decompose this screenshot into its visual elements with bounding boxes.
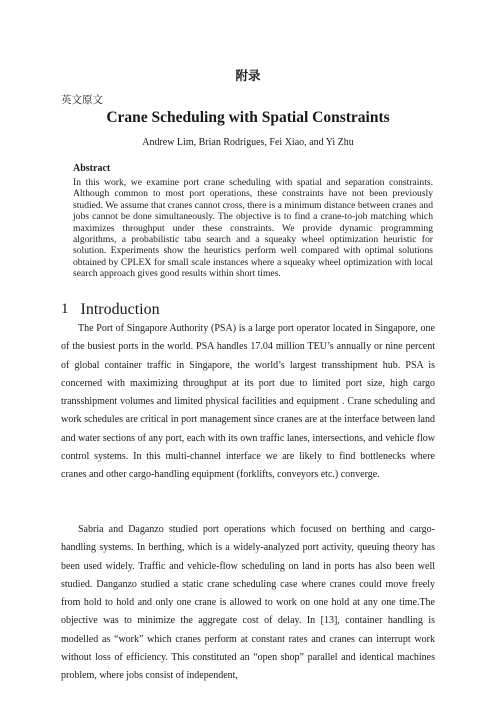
paper-authors: Andrew Lim, Brian Rodrigues, Fei Xiao, and Yi Zhu — [142, 137, 354, 148]
appendix-heading: 附录 — [235, 68, 261, 83]
section-heading — [61, 301, 160, 319]
section-title: Introduction — [80, 301, 160, 318]
paper-title: Crane Scheduling with Spatial Constraints — [106, 109, 390, 126]
abstract-heading: Abstract — [73, 163, 111, 174]
original-text-label: 英文原文 — [61, 94, 103, 106]
abstract-text: In this work, we examine port crane scheduling with spatial and separation constraints. Although common to most port operations, these constraints have not been previously studied. We assume that cranes cannot cross, there is a minimum distance between cranes and jobs cannot be done simultaneously. The objective is to find a crane-to-job matching which maximizes throughput under these constraints. We provide dynamic programming algorithms, a probabilistic tabu search and a squeaky wheel optimization heuristic for solution. Experiments show the heuristics perform well compared with optimal solutions obtained by CPLEX for small scale instances where a squeaky wheel optimization with local search approach gives good results within short times. — [73, 177, 433, 280]
section-number: 1 — [61, 301, 69, 317]
body-paragraph: Sabria and Daganzo studied port operations which focused on berthing and cargo-handling systems. In berthing, which is a widely-analyzed port activity, queuing theory has been used widely. Traffic and vehicle-flow scheduling on land in ports has also been well studied. Danganzo studied a static crane scheduling case where cranes could move freely from hold to hold and only one crane is allowed to work on one hold at any one time.The objective was to minimize the aggregate cost of delay. In [13], container handling is modelled as “work” which cranes perform at constant rates and cranes can interrupt work without loss of efficiency. This constituted an “open shop” parallel and identical machines problem, where jobs consist of independent, — [61, 524, 435, 682]
body-paragraph: The Port of Singapore Authority (PSA) is a large port operator located in Singapore, one of the busiest ports in the world. PSA handles 17.04 million TEU’s annually or nine percent of global container traffic in Singapore, the world’s largest transshipment hub. PSA is concerned with maximizing throughput at its port due to limited port size, high cargo transshipment volumes and limited physical facilities and equipment . Crane scheduling and work schedules are critical in port management since cranes are at the interface between land and water sections of any port, each with its own traffic lanes, intersections, and vehicle flow control systems. In this multi-channel interface we are likely to find bottlenecks where cranes and other cargo-handling equipment (forklifts, conveyors etc.) converge. — [61, 323, 435, 481]
